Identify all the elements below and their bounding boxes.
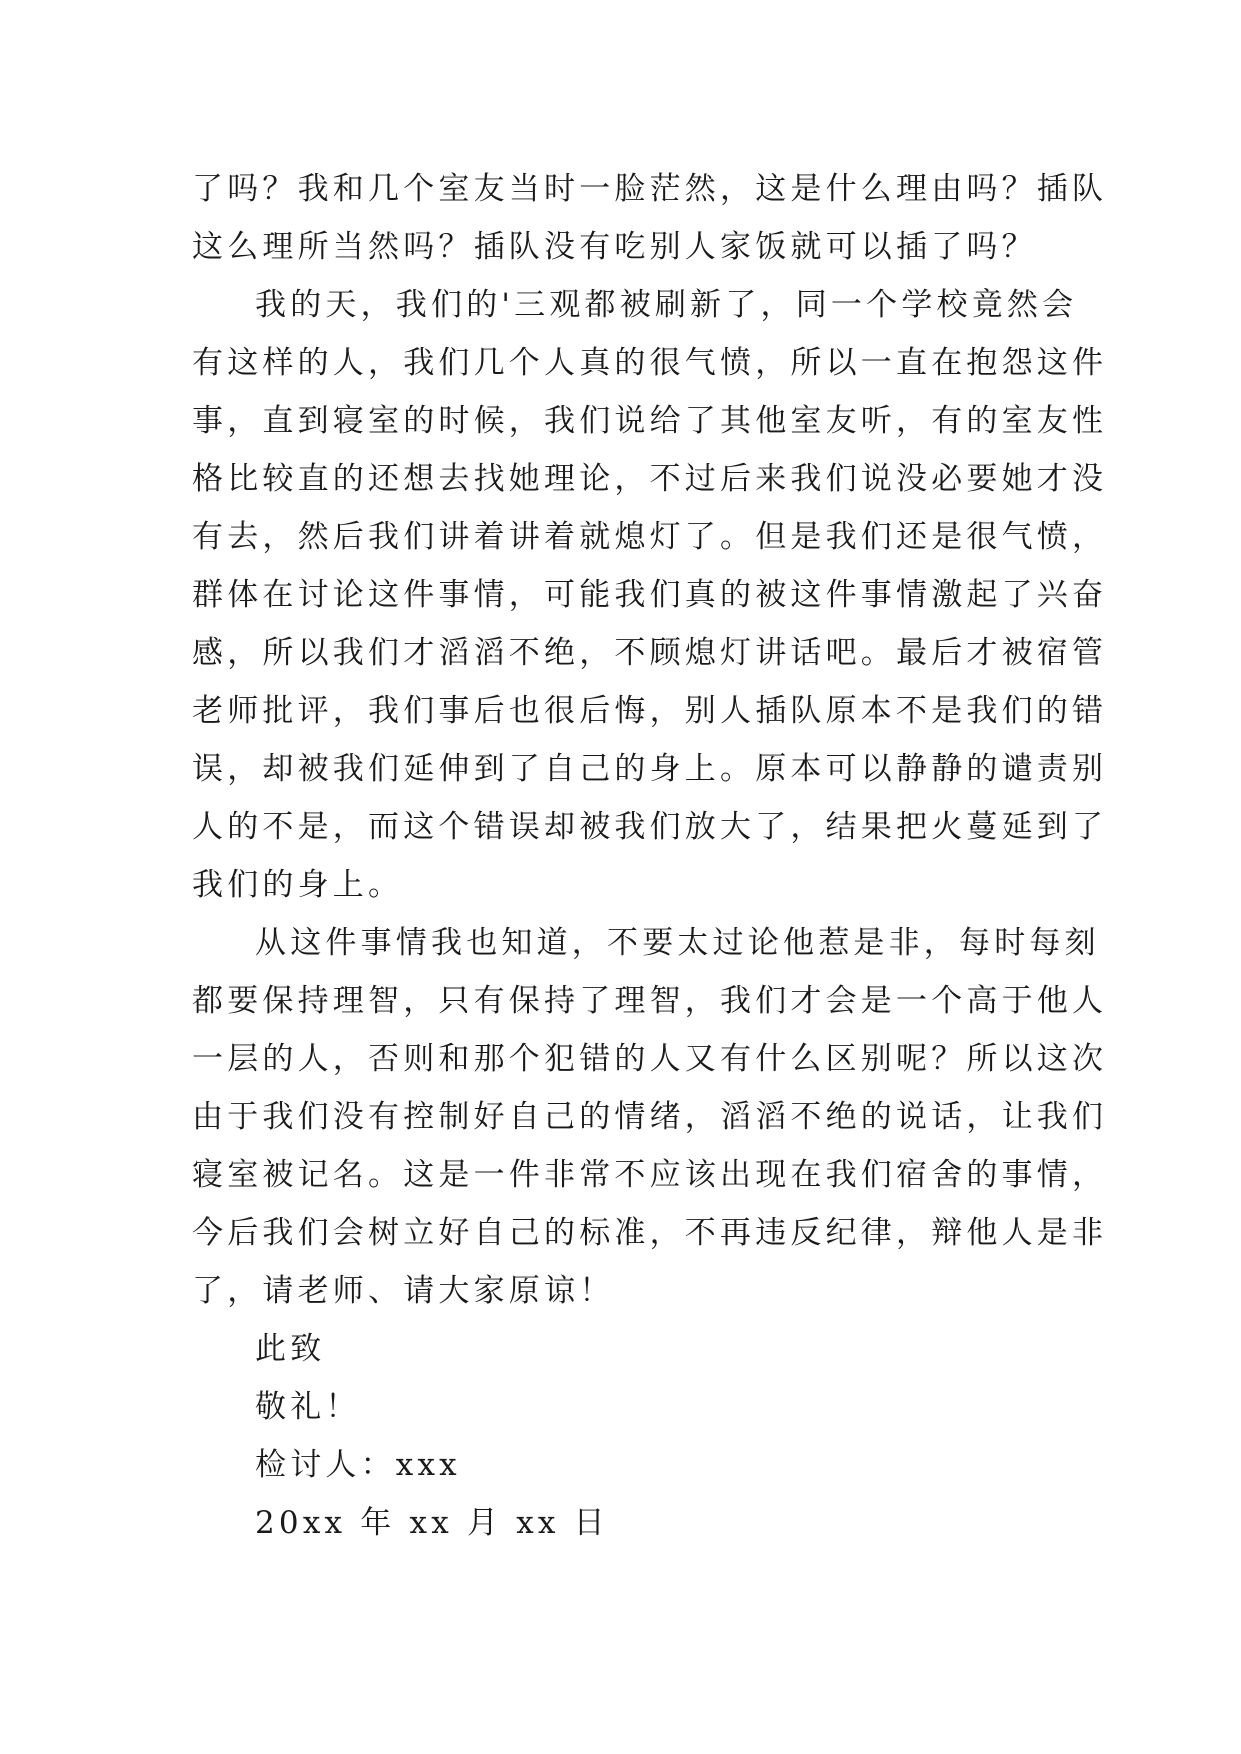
text-line: 寝室被记名。这是一件非常不应该出现在我们宿舍的事情， [192, 1157, 1108, 1193]
closing-salutation: 此致 [255, 1331, 326, 1367]
text-line: 老师批评，我们事后也很后悔，别人插队原本不是我们的错 [192, 693, 1108, 729]
text-line: 这么理所当然吗？插队没有吃别人家饭就可以插了吗？ [192, 229, 1037, 265]
text-line: 有去，然后我们讲着讲着就熄灯了。但是我们还是很气愤， [192, 519, 1108, 555]
text-line: 误，却被我们延伸到了自己的身上。原本可以静静的谴责别 [192, 751, 1108, 787]
text-line: 今后我们会树立好自己的标准，不再违反纪律，辩他人是非 [192, 1215, 1108, 1251]
text-line: 我们的身上。 [192, 867, 404, 903]
text-line: 群体在讨论这件事情，可能我们真的被这件事情激起了兴奋 [192, 577, 1108, 613]
text-line: 由于我们没有控制好自己的情绪，滔滔不绝的说话，让我们 [192, 1099, 1108, 1135]
date: 20xx 年 xx 月 xx 日 [255, 1505, 609, 1541]
text-line: 了，请老师、请大家原谅！ [192, 1273, 615, 1309]
text-line: 都要保持理智，只有保持了理智，我们才会是一个高于他人 [192, 983, 1108, 1019]
text-line: 了吗？我和几个室友当时一脸茫然，这是什么理由吗？插队 [192, 171, 1108, 207]
text-line: 有这样的人，我们几个人真的很气愤，所以一直在抱怨这件 [192, 345, 1108, 381]
paragraph-first-line: 从这件事情我也知道，不要太过论他惹是非，每时每刻 [255, 925, 1100, 961]
closing-regards: 敬礼！ [255, 1389, 361, 1425]
text-line: 事，直到寝室的时候，我们说给了其他室友听，有的室友性 [192, 403, 1108, 439]
signature: 检讨人：xxx [255, 1447, 461, 1483]
text-line: 感，所以我们才滔滔不绝，不顾熄灯讲话吧。最后才被宿管 [192, 635, 1108, 671]
document-body [192, 160, 1108, 1552]
text-line: 人的不是，而这个错误却被我们放大了，结果把火蔓延到了 [192, 809, 1108, 845]
text-line: 一层的人，否则和那个犯错的人又有什么区别呢？所以这次 [192, 1041, 1108, 1077]
paragraph-first-line: 我的天，我们的'三观都被刷新了，同一个学校竟然会 [255, 287, 1078, 323]
text-line: 格比较直的还想去找她理论，不过后来我们说没必要她才没 [192, 461, 1108, 497]
